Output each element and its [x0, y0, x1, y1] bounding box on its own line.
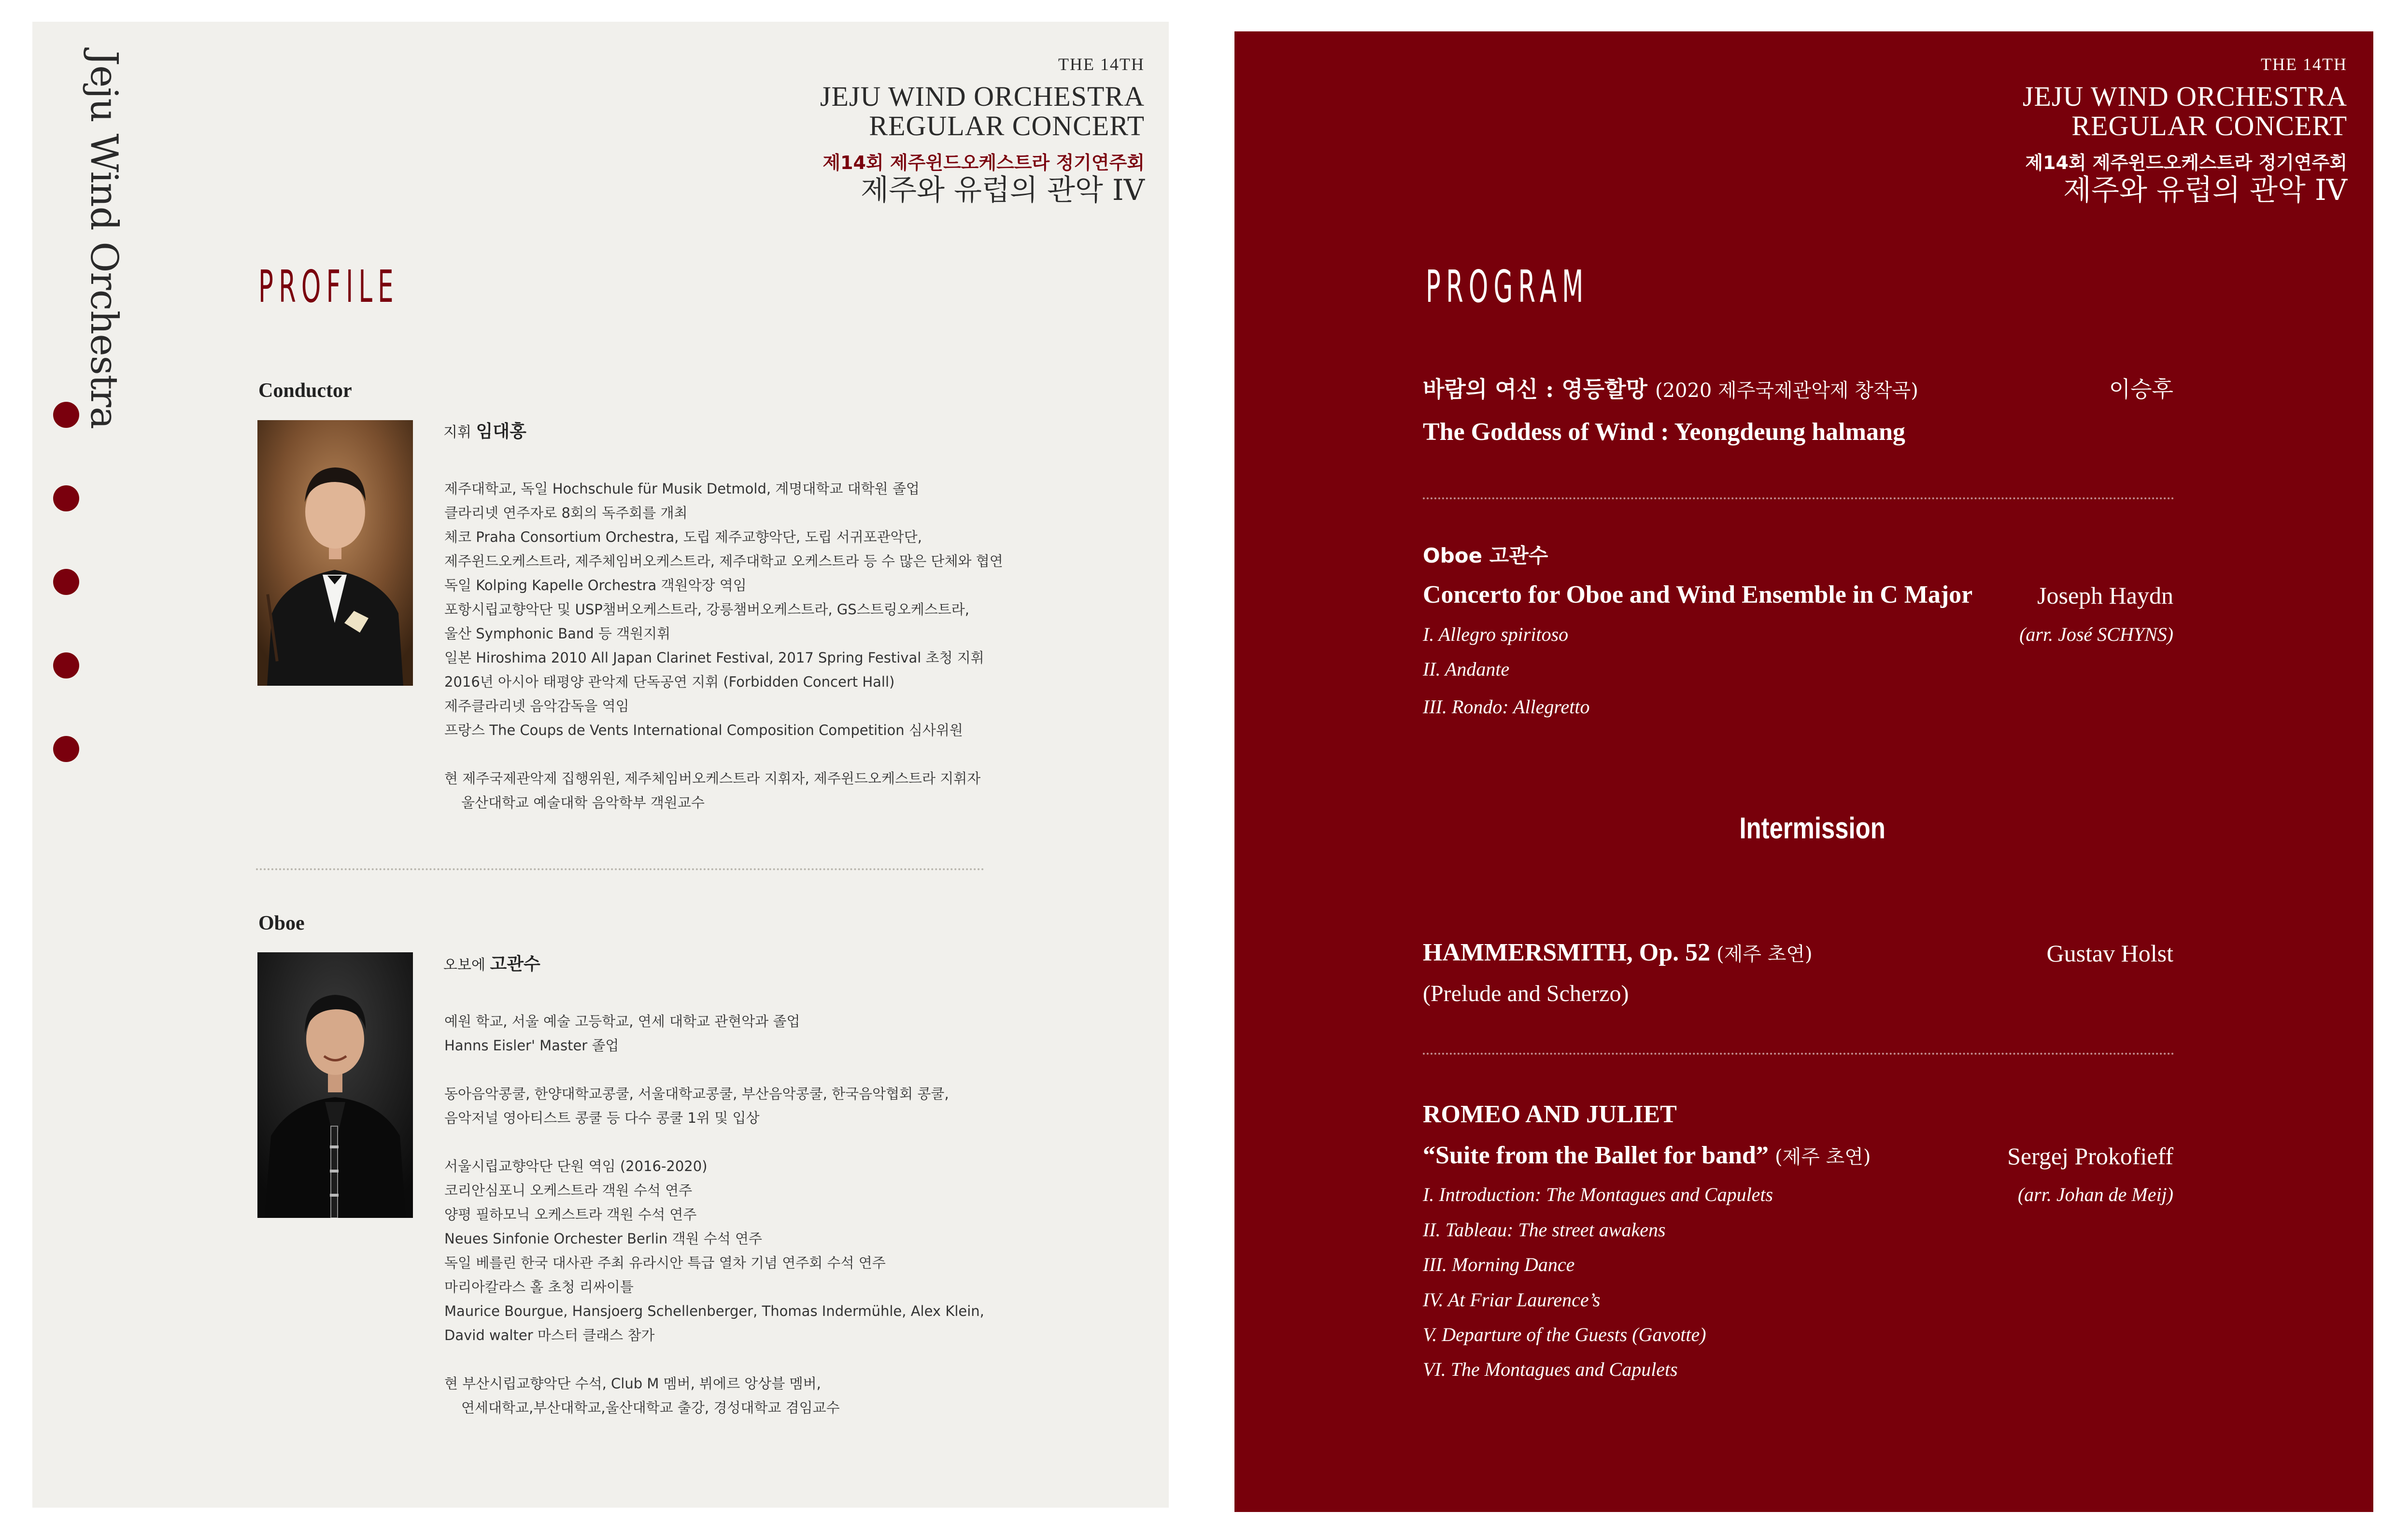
- bio-line: Maurice Bourgue, Hansjoerg Schellenberger, Thomas Indermühle, Alex Klein,: [444, 1303, 984, 1319]
- bio-line: David walter 마스터 클래스 참가: [444, 1327, 655, 1343]
- piece1-composer: 이승후: [2109, 376, 2173, 402]
- bio-line: 마리아칼라스 홀 초청 리싸이틀: [444, 1279, 634, 1295]
- conductor-name-value: 임대홍: [476, 422, 526, 441]
- movement-item: III. Rondo: Allegretto: [1423, 696, 1590, 718]
- decor-dot: [53, 736, 79, 762]
- decor-dot: [53, 652, 79, 678]
- conductor-name: [443, 418, 526, 442]
- header-orchestra: JEJU WIND ORCHESTRA: [2022, 81, 2347, 112]
- bio-line: 제주클라리넷 음악감독을 역임: [444, 698, 629, 714]
- movement-item: I. Introduction: The Montagues and Capulets: [1423, 1184, 1773, 1205]
- bio-line: 연세대학교,부산대학교,울산대학교 출강, 경성대학교 겸임교수: [461, 1399, 840, 1416]
- bio-line: 음악저널 영아티스트 콩쿨 등 다수 콩쿨 1위 및 입상: [444, 1110, 760, 1126]
- bio-spacer: [444, 1347, 984, 1371]
- movement-item: III. Morning Dance: [1423, 1254, 1575, 1275]
- header-subtitle: 제주와 유럽의 관악 IV: [861, 173, 1145, 207]
- bio-line: 코리안심포니 오케스트라 객원 수석 연주: [444, 1182, 693, 1199]
- conductor-label: Conductor: [258, 380, 352, 402]
- conductor-name-prefix: 지휘: [443, 424, 471, 441]
- piece1-note: (2020 제주국제관악제 창작곡): [1655, 380, 1918, 402]
- oboe-label: Oboe: [258, 912, 305, 934]
- piece4-title: ROMEO AND JULIET: [1423, 1101, 1677, 1128]
- header-korean-title: 제14회 제주윈드오케스트라 정기연주회: [2025, 152, 2347, 173]
- program-divider: [1423, 497, 2174, 499]
- header-edition: THE 14TH: [2261, 55, 2347, 74]
- piece1-title-en: The Goddess of Wind : Yeongdeung halmang: [1423, 418, 1905, 446]
- bio-line: 제주윈드오케스트라, 제주체임버오케스트라, 제주대학교 오케스트라 등 수 많은 단체와 협연: [444, 553, 1003, 569]
- bio-line: 제주대학교, 독일 Hochschule für Musik Detmold, 계명대학교 대학원 졸업: [444, 480, 920, 497]
- piece2-arranger: (arr. José SCHYNS): [2019, 623, 2173, 645]
- bio-line: 울산 Symphonic Band 등 객원지휘: [444, 625, 671, 642]
- bio-line: 포항시립교향악단 및 USP챔버오케스트라, 강릉챔버오케스트라, GS스트링오케스트라,: [444, 601, 969, 618]
- bio-line: Hanns Eisler' Master 졸업: [444, 1037, 619, 1054]
- side-title: Jeju Wind Orchestra: [82, 51, 126, 429]
- bio-line: 일본 Hiroshima 2010 All Japan Clarinet Festival, 2017 Spring Festival 초청 지휘: [444, 650, 984, 666]
- piece4-note: (제주 초연): [1774, 1146, 1871, 1168]
- bio-line: 양평 필하모닉 오케스트라 객원 수석 연주: [444, 1206, 697, 1223]
- decor-dot: [53, 402, 79, 428]
- bio-spacer: [444, 1058, 984, 1082]
- intermission-label: Intermission: [1739, 812, 1886, 845]
- movement-item: I. Allegro spiritoso: [1423, 623, 1569, 645]
- piece4-composer: Sergej Prokofieff: [2007, 1143, 2173, 1170]
- bio-line: 2016년 아시아 태평양 관악제 단독공연 지휘 (Forbidden Concert Hall): [444, 674, 895, 690]
- piece4-arranger: (arr. Johan de Meij): [2017, 1184, 2173, 1205]
- bio-line: 현 제주국제관악제 집행위원, 제주체임버오케스트라 지휘자, 제주윈드오케스트라 지휘자: [444, 770, 981, 787]
- bio-line: 클라리넷 연주자로 8회의 독주회를 개최: [444, 505, 688, 521]
- piece4-subtitle: [1423, 1141, 1871, 1170]
- program-title: PROGRAM: [1426, 261, 1589, 312]
- bio-line: 체코 Praha Consortium Orchestra, 도립 제주교향악단, 도립 서귀포관악단,: [444, 529, 922, 545]
- bio-line: Neues Sinfonie Orchester Berlin 객원 수석 연주: [444, 1230, 763, 1247]
- concert-header-left: [773, 56, 1145, 205]
- piece2-title: Concerto for Oboe and Wind Ensemble in C Major: [1423, 581, 1973, 608]
- bio-line: 울산대학교 예술대학 음악학부 객원교수: [461, 794, 705, 811]
- bio-line: 동아음악콩쿨, 한양대학교콩쿨, 서울대학교콩쿨, 부산음악콩쿨, 한국음악협회 콩쿨,: [444, 1086, 949, 1102]
- header-concert: REGULAR CONCERT: [2071, 110, 2347, 141]
- oboist-photo: [257, 952, 413, 1218]
- header-edition: THE 14TH: [1058, 55, 1145, 74]
- movement-item: II. Andante: [1423, 658, 1510, 680]
- header-orchestra: JEJU WIND ORCHESTRA: [820, 81, 1145, 112]
- concert-header-right: [1971, 56, 2347, 205]
- header-korean-title: 제14회 제주윈드오케스트라 정기연주회: [822, 152, 1145, 173]
- piece1-title-ko-text: 바람의 여신 : 영등할망: [1423, 376, 1647, 402]
- movement-item: II. Tableau: The street awakens: [1423, 1219, 1666, 1241]
- piece3-note: (제주 초연): [1716, 943, 1813, 965]
- oboist-name-prefix: 오보에: [443, 957, 485, 974]
- decor-dot: [53, 569, 79, 595]
- piece3-title: [1423, 938, 1813, 967]
- movement-item: IV. At Friar Laurence’s: [1423, 1289, 1601, 1311]
- bio-spacer: [444, 1130, 984, 1154]
- bio-line: 예원 학교, 서울 예술 고등학교, 연세 대학교 관현악과 졸업: [444, 1013, 800, 1030]
- program-divider: [1423, 1053, 2174, 1055]
- bio-spacer: [444, 742, 1003, 766]
- oboist-name: [443, 950, 540, 975]
- piece3-composer: Gustav Holst: [2046, 940, 2173, 967]
- bio-line: 독일 Kolping Kapelle Orchestra 객원악장 역임: [444, 577, 747, 593]
- bio-line: 독일 베를린 한국 대사관 주최 유라시안 특급 열차 기념 연주회 수석 연주: [444, 1255, 886, 1271]
- conductor-photo: [257, 420, 413, 686]
- piece2-soloist: Oboe 고관수: [1423, 544, 1548, 567]
- header-subtitle: 제주와 유럽의 관악 IV: [2063, 173, 2347, 207]
- oboist-bio: [444, 1009, 984, 1420]
- piece1-title-ko: [1423, 372, 1918, 404]
- section-divider: [256, 868, 984, 870]
- oboist-name-value: 고관수: [490, 954, 540, 974]
- bio-line: 서울시립교향악단 단원 역임 (2016-2020): [444, 1158, 708, 1174]
- piece3-title-text: HAMMERSMITH, Op. 52: [1423, 939, 1711, 966]
- bio-line: 프랑스 The Coups de Vents International Composition Competition 심사위원: [444, 722, 963, 738]
- piece2-composer: Joseph Haydn: [2037, 582, 2173, 609]
- decor-dot: [53, 485, 79, 511]
- header-concert: REGULAR CONCERT: [869, 110, 1145, 141]
- movement-item: VI. The Montagues and Capulets: [1423, 1358, 1678, 1380]
- piece4-subtitle-text: “Suite from the Ballet for band”: [1423, 1142, 1769, 1169]
- bio-line: 현 부산시립교향악단 수석, Club M 멤버, 뷔에르 앙상블 멤버,: [444, 1375, 821, 1392]
- movement-item: V. Departure of the Guests (Gavotte): [1423, 1324, 1706, 1345]
- program-page: [1234, 31, 2373, 1512]
- conductor-bio: [444, 477, 1003, 815]
- profile-title: PROFILE: [258, 261, 399, 312]
- piece3-subtitle: (Prelude and Scherzo): [1423, 981, 1629, 1006]
